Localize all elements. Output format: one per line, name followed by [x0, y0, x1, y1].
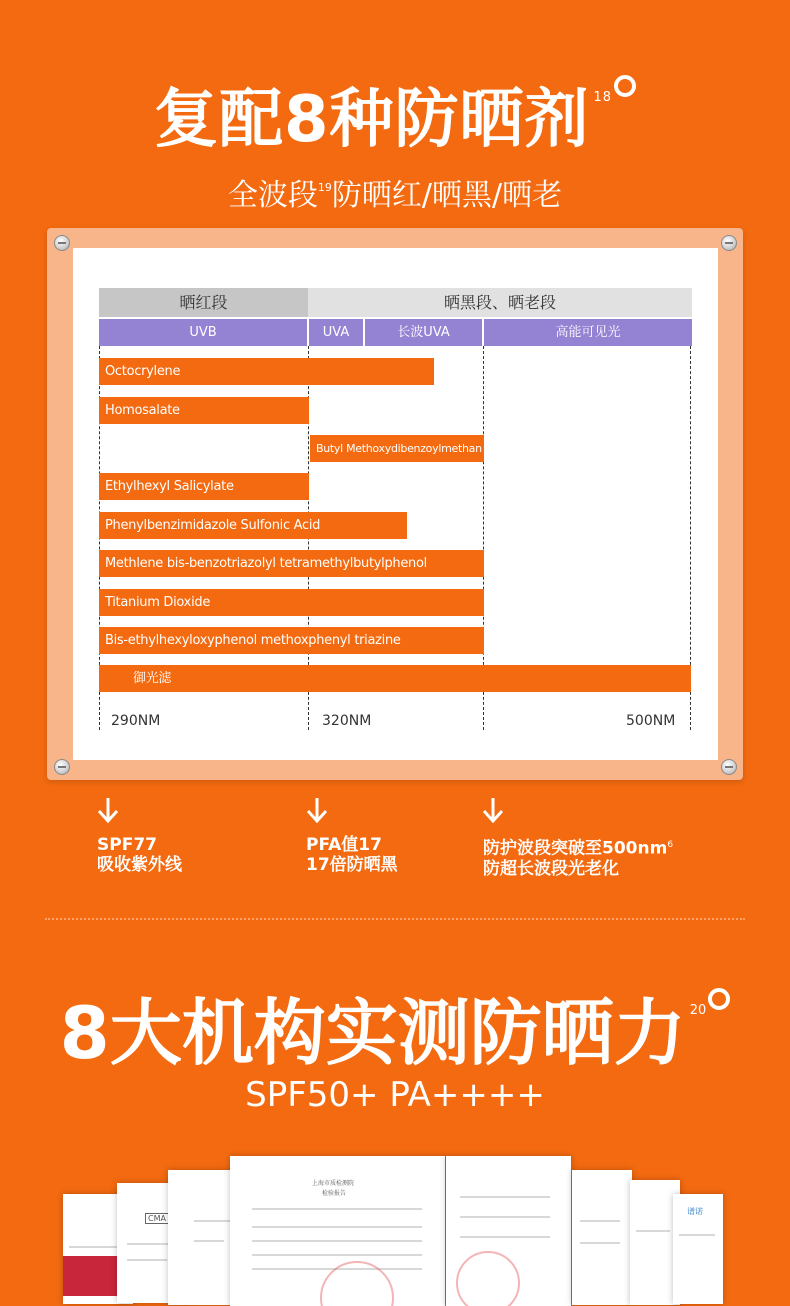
- screw-icon: [721, 235, 737, 251]
- tick-320: 320NM: [322, 713, 372, 729]
- note-pfa-line1: PFA值17: [306, 835, 382, 855]
- bar-phenylbenzimidazole: Phenylbenzimidazole Sulfonic Acid: [99, 512, 407, 539]
- report-line: [580, 1242, 620, 1244]
- report-doc: [673, 1194, 723, 1304]
- section1-subtitle-post: 防晒红/晒黑/晒老: [331, 178, 563, 213]
- note-500nm-line2: 防超长波段光老化: [483, 858, 619, 879]
- section2-title-text: 8大机构实测防晒力: [59, 991, 686, 1075]
- report-line: [679, 1234, 715, 1236]
- report-line: [580, 1220, 620, 1222]
- report-doc: [446, 1156, 571, 1306]
- dotted-divider: [45, 918, 745, 920]
- report-line: [460, 1236, 550, 1238]
- arrow-down-icon: [302, 796, 332, 826]
- bar-octocrylene: Octocrylene: [99, 358, 434, 385]
- section2-subtitle: SPF50+ PA++++: [245, 1075, 545, 1115]
- bar-ethylhexyl-salicylate: Ethylhexyl Salicylate: [99, 473, 309, 500]
- screw-icon: [54, 759, 70, 775]
- report-line: [127, 1259, 167, 1261]
- report-subtitle: 检验报告: [322, 1190, 347, 1197]
- screw-icon: [54, 235, 70, 251]
- report-line: [252, 1208, 422, 1210]
- report-title: 上海市质检测院: [312, 1180, 355, 1187]
- header-tan-aging-band: 晒黑段、晒老段: [308, 288, 692, 317]
- header-sunburn-band: 晒红段: [99, 288, 308, 317]
- section2-title: [0, 975, 790, 1079]
- note-500nm-line1: 防护波段突破至500nm: [483, 838, 668, 859]
- bar-methylene-bis: Methlene bis-benzotriazolyl tetramethylbutylphenol: [99, 550, 484, 577]
- band-visible-light: 高能可见光: [484, 319, 692, 346]
- section1-title-text: 复配8种防晒剂: [153, 83, 590, 157]
- bar-yuguanglv: 御光滤: [99, 665, 691, 692]
- report-line: [252, 1226, 422, 1228]
- report-line: [636, 1230, 670, 1232]
- note-500nm-sup: 6: [667, 840, 674, 850]
- degree-icon: [708, 988, 730, 1010]
- bar-avobenzone: Butyl Methoxydibenzoylmethan: [310, 435, 484, 462]
- note-500nm: [483, 835, 673, 879]
- report-line: [252, 1254, 422, 1256]
- brand-mark: 谱诺: [687, 1207, 703, 1216]
- note-500nm-line1-wrap: [483, 835, 673, 859]
- section1-title-note: 18: [593, 90, 613, 105]
- report-doc-main: [230, 1156, 445, 1306]
- note-pfa-line2: 17倍防晒黑: [306, 855, 398, 875]
- report-line: [460, 1216, 550, 1218]
- screw-icon: [721, 759, 737, 775]
- band-long-uva: 长波UVA: [365, 319, 482, 346]
- bar-bemotrizinol: Bis-ethylhexyloxyphenol methoxphenyl triazine: [99, 627, 484, 654]
- report-line: [460, 1196, 550, 1198]
- band-uva: UVA: [309, 319, 363, 346]
- band-uvb: UVB: [99, 319, 307, 346]
- cma-mark: CMA: [145, 1213, 169, 1224]
- bar-homosalate: Homosalate: [99, 397, 309, 424]
- report-line: [252, 1240, 422, 1242]
- section1-subtitle-pre: 全波段: [227, 178, 318, 213]
- section1-subtitle-note: 19: [317, 181, 332, 194]
- report-doc: [572, 1170, 632, 1305]
- section1-title: [0, 68, 790, 160]
- note-spf-line1: SPF77: [97, 835, 157, 855]
- note-spf-line2: 吸收紫外线: [97, 855, 182, 875]
- degree-icon: [614, 75, 636, 97]
- report-line: [194, 1220, 234, 1222]
- note-spf: [97, 835, 182, 875]
- section1-subtitle: [0, 170, 790, 214]
- arrow-down-icon: [93, 796, 123, 826]
- section2-title-note: 20: [689, 1003, 707, 1018]
- arrow-down-icon: [478, 796, 508, 826]
- report-line: [194, 1240, 224, 1242]
- note-pfa: [306, 835, 398, 875]
- tick-500: 500NM: [626, 713, 676, 729]
- bar-titanium-dioxide: Titanium Dioxide: [99, 589, 484, 616]
- tick-290: 290NM: [111, 713, 161, 729]
- seal-stamp: [456, 1251, 520, 1306]
